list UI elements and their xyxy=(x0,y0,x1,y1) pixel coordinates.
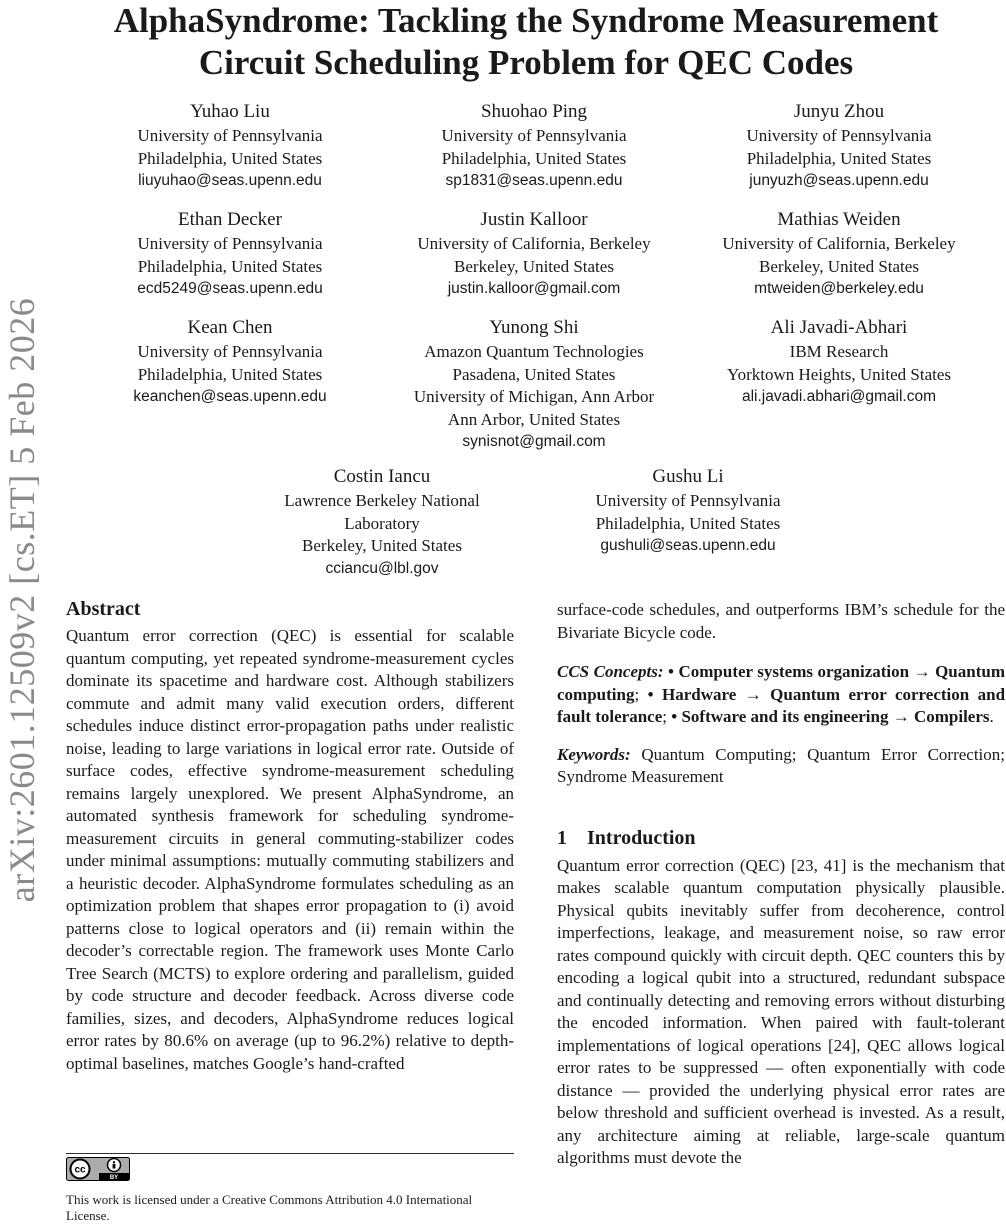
abstract-heading: Abstract xyxy=(66,598,141,620)
cc-by-license-badge[interactable] xyxy=(66,1157,130,1181)
author-email[interactable]: sp1831@seas.upenn.edu xyxy=(445,172,623,189)
author-email[interactable]: justin.kalloor@gmail.com xyxy=(447,280,621,297)
section-title: Introduction xyxy=(587,826,696,849)
author-email[interactable]: synisnot@gmail.com xyxy=(462,433,606,450)
ccs-item-1-category: Computer systems organization xyxy=(678,662,910,681)
section-number: 1 xyxy=(557,826,567,849)
arxiv-sidebar xyxy=(0,0,46,1200)
author-affiliation: University of California, Berkeley xyxy=(722,234,956,253)
author-affiliation: University of Pennsylvania xyxy=(595,491,781,510)
author-block xyxy=(384,100,684,193)
author-affiliation: Philadelphia, United States xyxy=(746,148,932,168)
title-line-2: Circuit Scheduling Problem for QEC Codes xyxy=(198,43,854,82)
author-name: Ali Javadi-Abhari xyxy=(770,317,908,338)
author-affiliation: University of Pennsylvania xyxy=(746,126,932,145)
author-affiliation: Berkeley, United States xyxy=(759,256,919,276)
author-email[interactable]: ecd5249@seas.upenn.edu xyxy=(137,280,323,297)
author-name: Shuohao Ping xyxy=(480,101,588,122)
author-block xyxy=(232,465,532,580)
keywords-text: Quantum Computing; Quantum Error Correction; Syndrome Measurement xyxy=(557,744,1005,786)
footnote-rule xyxy=(66,1153,514,1154)
author-affiliation: Lawrence Berkeley National xyxy=(284,491,480,510)
author-affiliation: University of Pennsylvania xyxy=(137,342,323,361)
author-affiliation: Yorktown Heights, United States xyxy=(727,364,951,384)
author-affiliation: University of Michigan, Ann Arbor xyxy=(413,387,655,406)
author-name: Costin Iancu xyxy=(333,466,431,487)
ccs-item-2-concept: Quantum error correction and fault tolerance xyxy=(557,684,1006,726)
author-email[interactable]: liuyuhao@seas.upenn.edu xyxy=(138,172,322,189)
arxiv-identifier: arXiv:2601.12509v2 [cs.ET] 5 Feb 2026 xyxy=(2,297,42,903)
keywords xyxy=(557,744,1005,789)
author-name: Justin Kalloor xyxy=(480,209,588,230)
cc-badge-text: cc xyxy=(74,1164,86,1176)
author-block xyxy=(80,100,380,193)
author-email[interactable]: ali.javadi.abhari@gmail.com xyxy=(741,388,937,405)
author-affiliation: Ann Arbor, United States xyxy=(447,409,621,429)
author-email[interactable]: junyuzh@seas.upenn.edu xyxy=(749,172,929,189)
author-affiliation: Pasadena, United States xyxy=(452,364,616,384)
author-email[interactable]: gushuli@seas.upenn.edu xyxy=(600,537,776,554)
introduction-heading xyxy=(557,826,1005,850)
author-affiliation: IBM Research xyxy=(789,342,889,361)
author-block xyxy=(384,208,684,301)
author-block xyxy=(689,100,989,193)
author-block xyxy=(384,316,684,454)
author-affiliation: Berkeley, United States xyxy=(302,536,462,555)
title-line-1: AlphaSyndrome: Tackling the Syndrome Measurement xyxy=(113,1,939,40)
author-affiliation: Philadelphia, United States xyxy=(137,256,323,276)
author-block xyxy=(80,208,380,301)
ccs-item-3-concept: Compilers xyxy=(913,707,990,726)
author-affiliation: Philadelphia, United States xyxy=(137,364,323,384)
author-affiliation: University of Pennsylvania xyxy=(441,126,627,145)
author-affiliation: Berkeley, United States xyxy=(454,256,614,276)
by-badge-text: BY xyxy=(109,1175,119,1181)
paper-title xyxy=(46,0,1006,84)
author-block xyxy=(689,316,989,409)
author-name: Gushu Li xyxy=(652,466,724,487)
ccs-concepts: CCS Concepts: • Computer systems organization → Quantum computing; • Hardware → Quantum error correction and fault tolerance; • Software and its engineering → Compilers. xyxy=(557,662,1006,726)
keywords-label: Keywords: xyxy=(557,744,631,764)
author-affiliation: University of Pennsylvania xyxy=(137,234,323,253)
author-affiliation: Philadelphia, United States xyxy=(137,148,323,168)
ccs-item-1-concept: Quantum computing xyxy=(557,662,1005,704)
author-affiliation: University of Pennsylvania xyxy=(137,126,323,145)
license-note: This work is licensed under a Creative Commons Attribution 4.0 International License. xyxy=(66,1192,473,1223)
ccs-item-2-category: Hardware xyxy=(662,684,737,704)
author-name: Yuhao Liu xyxy=(190,101,270,122)
ccs-label: CCS Concepts: xyxy=(557,662,664,681)
author-affiliation: Philadelphia, United States xyxy=(595,513,781,533)
author-name: Mathias Weiden xyxy=(777,209,901,230)
abstract-continuation: surface-code schedules, and outperforms IBM’s schedule for the Bivariate Bicycle code. xyxy=(557,600,1005,642)
author-name: Junyu Zhou xyxy=(793,101,885,122)
author-email[interactable]: cciancu@lbl.gov xyxy=(325,559,439,577)
author-block xyxy=(80,316,380,409)
author-email[interactable]: keanchen@seas.upenn.edu xyxy=(133,388,327,405)
author-affiliation: Philadelphia, United States xyxy=(441,148,627,168)
author-name: Ethan Decker xyxy=(178,209,282,230)
abstract-section xyxy=(66,597,514,1075)
author-affiliation: University of California, Berkeley xyxy=(417,234,651,253)
author-email[interactable]: mtweiden@berkeley.edu xyxy=(754,280,924,297)
author-affiliation: Amazon Quantum Technologies xyxy=(424,342,644,361)
author-name: Yunong Shi xyxy=(489,317,579,338)
author-affiliation: Laboratory xyxy=(344,513,420,533)
introduction-text: Quantum error correction (QEC) [23, 41] is the mechanism that makes scalable quantum computation physically plausible. Physical qubits inevitably suffer from decoherence, control imperfections, leakage, and measurement noise, so raw error rates compound quickly with circuit depth. QEC counters this by encoding a logical qubit into a structured, redundant subspace and continually detecting and removing errors without disturbing the encoded information. When paired with fault-tolerant implementations of logical operations [24], QEC allows logical error rates to be suppressed — often exponentially with code distance — provided the underlying physical error rates are below threshold and sufficient overhead is invested. As a result, any architecture aiming at reliable, large-scale quantum algorithms must devote the xyxy=(557,855,1005,1167)
right-column xyxy=(557,599,1005,1170)
author-block xyxy=(689,208,989,301)
ccs-item-3-category: Software and its engineering xyxy=(681,707,889,726)
author-block xyxy=(538,465,838,558)
abstract-text: Quantum error correction (QEC) is essential for scalable quantum computing, yet repeated syndrome-measurement cycles dominate its spacetime and hardware cost. Although stabilizers commute and admit many valid execution orders, different schedules induce distinct error-propagation paths under realistic noise, leading to large variations in logical error rate. Outside of surface codes, effective syndrome-measurement scheduling remains largely unexplored. We present AlphaSyndrome, an automated synthesis framework for scheduling syndrome-measurement circuits in general commuting-stabilizer codes under minimal assumptions: mutually commuting stabilizers and a heuristic decoder. AlphaSyndrome formulates scheduling as an optimization problem that shapes error propagation to (i) avoid patterns close to logical operators and (ii) remain within the decoder’s correctable region. The framework uses Monte Carlo Tree Search (MCTS) to explore ordering and parallelism, guided by code structure and decoder feedback. Across diverse code families, sizes, and decoders, AlphaSyndrome reduces logical error rates by 80.6% on average (up to 96.2%) relative to depth-optimal baselines, matches Google’s hand-crafted xyxy=(66,626,514,1073)
author-name: Kean Chen xyxy=(187,317,273,338)
